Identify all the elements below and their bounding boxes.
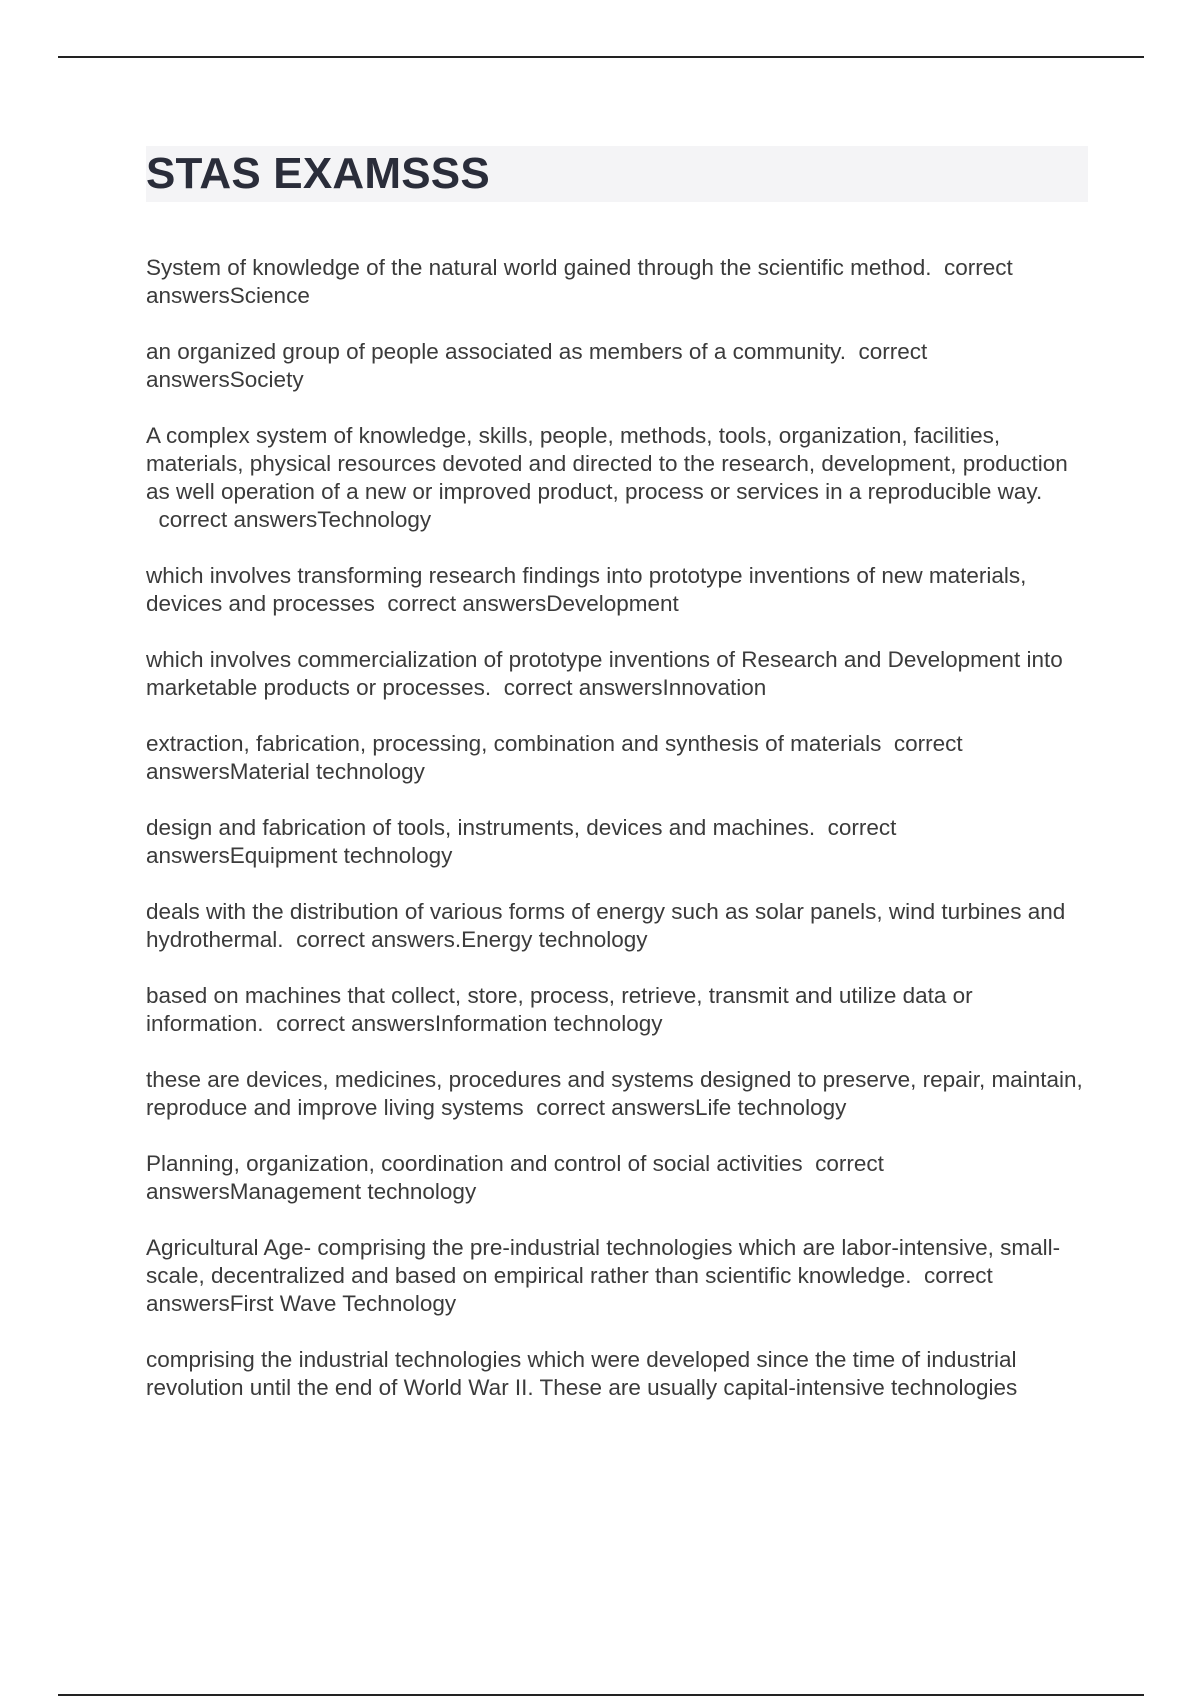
qa-answer: correct answersScience: [146, 255, 1013, 308]
qa-question: deals with the distribution of various forms of energy such as solar panels, wind turbines and hydrothermal.: [146, 899, 1066, 952]
qa-question: which involves commercialization of prototype inventions of Research and Development into marketable products or processes.: [146, 647, 1063, 700]
qa-question: which involves transforming research findings into prototype inventions of new materials, devices and processes: [146, 563, 1027, 616]
qa-answer: correct answersFirst Wave Technology: [146, 1263, 993, 1316]
qa-item: [146, 1234, 1088, 1318]
qa-answer: correct answersLife technology: [536, 1095, 847, 1120]
document-body: [146, 146, 1088, 1430]
bottom-rule: [58, 1694, 1144, 1696]
qa-question: an organized group of people associated as members of a community.: [146, 339, 846, 364]
qa-item: [146, 338, 1088, 394]
qa-question: design and fabrication of tools, instruments, devices and machines.: [146, 815, 816, 840]
top-rule: [58, 56, 1144, 58]
qa-question: Agricultural Age- comprising the pre-industrial technologies which are labor-intensive, small-scale, decentralized and based on empirical rather than scientific knowledge.: [146, 1235, 1061, 1288]
qa-item: [146, 1346, 1088, 1402]
qa-answer: correct answersEquipment technology: [146, 815, 897, 868]
qa-answer: correct answersSociety: [146, 339, 928, 392]
qa-question: System of knowledge of the natural world gained through the scientific method.: [146, 255, 932, 280]
qa-answer: correct answersTechnology: [158, 507, 432, 532]
qa-item: [146, 1150, 1088, 1206]
qa-list: [146, 254, 1088, 1402]
title-band: [146, 146, 1088, 202]
qa-item: [146, 1066, 1088, 1122]
qa-item: [146, 730, 1088, 786]
qa-item: [146, 422, 1088, 534]
qa-answer: correct answersInformation technology: [276, 1011, 663, 1036]
qa-question: based on machines that collect, store, process, retrieve, transmit and utilize data or information.: [146, 983, 973, 1036]
qa-item: [146, 562, 1088, 618]
qa-question: comprising the industrial technologies which were developed since the time of industrial revolution until the end of World War II. These are usually capital-intensive technologies: [146, 1347, 1018, 1400]
qa-question: these are devices, medicines, procedures and systems designed to preserve, repair, maintain, reproduce and improve living systems: [146, 1067, 1083, 1120]
qa-item: [146, 898, 1088, 954]
qa-question: extraction, fabrication, processing, combination and synthesis of materials: [146, 731, 882, 756]
qa-item: [146, 982, 1088, 1038]
qa-question: Planning, organization, coordination and control of social activities: [146, 1151, 803, 1176]
qa-question: A complex system of knowledge, skills, people, methods, tools, organization, facilities, materials, physical resources devoted and directed to the research, development, production as well operation of a new or improved product, process or services in a reproducible way.: [146, 423, 1068, 504]
qa-answer: correct answersDevelopment: [387, 591, 679, 616]
qa-item: [146, 646, 1088, 702]
qa-item: [146, 814, 1088, 870]
qa-answer: correct answersInnovation: [503, 675, 767, 700]
qa-answer: correct answersMaterial technology: [146, 731, 963, 784]
document-title: STAS EXAMSSS: [146, 149, 490, 198]
qa-answer: correct answersManagement technology: [146, 1151, 884, 1204]
qa-answer: correct answers.Energy technology: [296, 927, 648, 952]
qa-item: [146, 254, 1088, 310]
